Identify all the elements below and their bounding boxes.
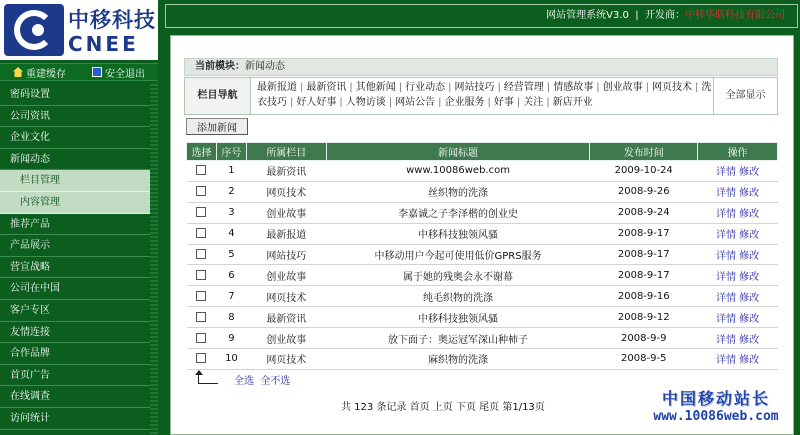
category-separator: |	[645, 82, 649, 93]
sidebar	[0, 0, 160, 435]
category-link[interactable]: 行业动态	[405, 82, 446, 93]
row-ops	[698, 328, 778, 349]
category-separator: |	[300, 82, 304, 93]
site-watermark	[641, 386, 791, 424]
sidebar-item[interactable]: 公司在中国	[0, 278, 150, 300]
select-none-link[interactable]: 全不选	[260, 376, 291, 387]
row-category: 网页技术	[246, 181, 326, 202]
col-ops: 操作	[698, 143, 778, 161]
row-category: 创业故事	[246, 202, 326, 223]
detail-link[interactable]: 详情	[715, 167, 736, 179]
category-link[interactable]: 好事	[493, 97, 514, 108]
category-separator: |	[695, 82, 699, 93]
row-date: 2008-9-12	[590, 307, 698, 328]
category-separator: |	[388, 97, 393, 108]
category-separator: |	[339, 97, 343, 108]
module-value: 新闻动态	[245, 61, 285, 72]
row-date: 2009-10-24	[590, 161, 698, 182]
row-select-cell	[187, 244, 217, 265]
table-row	[187, 223, 778, 244]
row-ops	[698, 161, 778, 182]
row-checkbox[interactable]	[196, 333, 206, 343]
detail-link[interactable]: 详情	[715, 230, 736, 242]
sidebar-item[interactable]: 友情连接	[0, 322, 150, 344]
sidebar-item[interactable]: 访问统计	[0, 408, 150, 430]
category-separator: |	[596, 82, 600, 93]
logo-text-en: CNEE	[68, 32, 139, 56]
category-link[interactable]: 好人好事	[296, 97, 337, 108]
row-number: 2	[216, 181, 246, 202]
row-select-cell	[187, 286, 217, 307]
row-select-cell	[187, 161, 217, 182]
edit-link[interactable]: 修改	[739, 251, 760, 262]
content-panel	[170, 35, 794, 435]
table-row	[187, 307, 778, 328]
edit-link[interactable]: 修改	[739, 167, 760, 179]
row-select-cell	[187, 307, 217, 328]
row-date: 2008-9-16	[590, 286, 698, 307]
sidebar-item[interactable]: 企业文化	[0, 127, 150, 149]
watermark-url: www.10086web.com	[653, 409, 779, 424]
sidebar-subitem[interactable]: 栏目管理	[0, 170, 150, 192]
row-select-cell	[187, 202, 217, 223]
detail-link[interactable]: 详情	[715, 292, 736, 304]
category-link[interactable]: 企业服务	[444, 97, 485, 108]
row-checkbox[interactable]	[196, 228, 206, 238]
row-category: 网页技术	[246, 349, 326, 370]
table-row	[187, 244, 778, 265]
sidebar-item[interactable]: 在线调查	[0, 386, 150, 408]
table-row	[187, 202, 778, 223]
exit-icon	[92, 67, 102, 77]
pagination[interactable]: 共 123 条记录 首页 上页 下页 尾页 第1/13页	[341, 402, 545, 413]
row-checkbox[interactable]	[196, 207, 206, 217]
col-date: 发布时间	[590, 143, 698, 161]
logo-mark-icon	[4, 4, 64, 56]
category-separator: |	[546, 97, 550, 108]
row-category: 网站技巧	[246, 244, 326, 265]
category-nav	[184, 77, 778, 115]
category-link[interactable]: 创业故事	[602, 82, 643, 93]
row-select-cell	[187, 349, 217, 370]
detail-link[interactable]: 详情	[715, 355, 736, 367]
sidebar-item[interactable]: 首页广告	[0, 365, 150, 387]
row-checkbox[interactable]	[196, 249, 206, 259]
row-number: 4	[216, 223, 246, 244]
row-select-cell	[187, 223, 217, 244]
category-link[interactable]: 网页技术	[652, 82, 692, 93]
row-date: 2008-9-17	[590, 244, 698, 265]
detail-link[interactable]: 详情	[715, 209, 736, 221]
sidebar-item[interactable]: 客户专区	[0, 300, 150, 322]
corner-up-arrow-icon	[198, 374, 218, 384]
row-category: 创业故事	[246, 265, 326, 286]
category-separator: |	[438, 97, 442, 108]
row-date: 2008-9-5	[590, 349, 698, 370]
edit-link[interactable]: 修改	[739, 313, 760, 325]
table-row	[187, 265, 778, 286]
category-link[interactable]: 其他新闻	[355, 82, 396, 93]
row-ops	[698, 349, 778, 370]
row-category: 最新资讯	[246, 161, 326, 182]
sidebar-item[interactable]: 新闻动态	[0, 149, 150, 171]
row-number: 1	[216, 161, 246, 182]
row-date: 2008-9-26	[590, 181, 698, 202]
table-row	[187, 161, 778, 182]
row-date: 2008-9-9	[590, 328, 698, 349]
category-separator: |	[290, 97, 294, 108]
category-link[interactable]: 网站技巧	[454, 82, 495, 93]
table-row	[187, 181, 778, 202]
sidebar-item[interactable]: 产品展示	[0, 235, 150, 257]
row-ops	[698, 223, 778, 244]
detail-link[interactable]: 详情	[715, 334, 736, 346]
edit-link[interactable]: 修改	[739, 230, 760, 242]
col-title: 新闻标题	[326, 143, 590, 161]
table-row	[187, 349, 778, 370]
sidebar-item[interactable]: 密码设置	[0, 84, 150, 106]
topbar-separator: |	[635, 10, 639, 21]
row-category: 网页技术	[246, 286, 326, 307]
row-checkbox[interactable]	[196, 312, 206, 322]
detail-link[interactable]: 详情	[715, 188, 736, 200]
row-ops	[698, 307, 778, 328]
developer-label: 开发商：	[645, 10, 685, 21]
row-category: 最新报道	[246, 223, 326, 244]
row-select-cell	[187, 181, 217, 202]
category-nav-label: 栏目导航	[185, 78, 251, 114]
module-label: 当前模块：	[195, 61, 245, 72]
sidebar-menu	[0, 84, 150, 430]
table-header-row	[187, 143, 778, 161]
top-info-bar	[165, 4, 798, 28]
sidebar-subitem[interactable]: 内容管理	[0, 192, 150, 214]
category-link[interactable]: 网站公告	[395, 97, 436, 108]
row-date: 2008-9-24	[590, 202, 698, 223]
sidebar-item[interactable]: 公司资讯	[0, 106, 150, 128]
category-link[interactable]: 洗衣技巧	[257, 82, 712, 108]
home-icon	[13, 67, 23, 77]
row-number: 8	[216, 307, 246, 328]
row-ops	[698, 181, 778, 202]
system-name: 网站管理系统V3.0	[546, 10, 629, 21]
developer-name: 中移华联科技有限公司	[685, 10, 785, 21]
row-title: 中移科技独领风骚	[326, 307, 590, 328]
row-select-cell	[187, 328, 217, 349]
edit-link[interactable]: 修改	[739, 271, 760, 283]
news-table	[186, 142, 778, 370]
category-separator: |	[497, 82, 501, 93]
row-ops	[698, 265, 778, 286]
logo	[0, 0, 158, 60]
select-all-link[interactable]: 全选	[234, 376, 254, 387]
detail-link[interactable]: 详情	[715, 251, 736, 262]
row-title: 放下面子：奥运冠军深山种柿子	[326, 328, 590, 349]
add-news-button[interactable]: 添加新闻	[186, 118, 248, 135]
row-title: 麻织物的洗涤	[326, 349, 590, 370]
main-area	[160, 0, 800, 435]
row-checkbox[interactable]	[196, 186, 206, 196]
row-checkbox[interactable]	[196, 353, 206, 363]
sidebar-scroll-handle[interactable]	[150, 84, 158, 435]
col-number: 序号	[216, 143, 246, 161]
row-category: 最新资讯	[246, 307, 326, 328]
edit-link[interactable]: 修改	[739, 209, 760, 221]
rebuild-cache-label: 重建缓存	[26, 68, 66, 80]
category-link[interactable]: 人物访谈	[345, 97, 386, 108]
category-separator: |	[448, 82, 452, 93]
row-number: 10	[216, 349, 246, 370]
edit-link[interactable]: 修改	[739, 188, 760, 200]
current-module-bar	[184, 58, 778, 76]
category-separator: |	[516, 97, 521, 108]
row-title: 李嘉诚之子李泽楷的创业史	[326, 202, 590, 223]
row-checkbox[interactable]	[196, 291, 206, 301]
row-title: 中移科技独领风骚	[326, 223, 590, 244]
detail-link[interactable]: 详情	[715, 271, 736, 283]
select-row	[198, 372, 498, 388]
row-ops	[698, 202, 778, 223]
row-number: 9	[216, 328, 246, 349]
show-all-link[interactable]: 全部显示	[713, 78, 777, 114]
table-row	[187, 328, 778, 349]
row-checkbox[interactable]	[196, 270, 206, 280]
row-number: 7	[216, 286, 246, 307]
category-link[interactable]: 经营管理	[503, 82, 544, 93]
category-separator: |	[487, 97, 491, 108]
row-ops	[698, 286, 778, 307]
row-date: 2008-9-17	[590, 265, 698, 286]
rebuild-cache-button[interactable]	[0, 64, 79, 80]
row-checkbox[interactable]	[196, 165, 206, 175]
col-category: 所属栏目	[246, 143, 326, 161]
category-separator: |	[398, 82, 403, 93]
table-row	[187, 286, 778, 307]
logo-text-cn: 中移科技	[68, 8, 156, 32]
row-title: 纯毛织物的洗涤	[326, 286, 590, 307]
category-link[interactable]: 最新资讯	[306, 82, 347, 93]
row-title: 属于她的残奥会永不谢幕	[326, 265, 590, 286]
row-title: www.10086web.com	[326, 161, 590, 182]
col-select: 选择	[187, 143, 217, 161]
row-date: 2008-9-17	[590, 223, 698, 244]
edit-link[interactable]: 修改	[739, 355, 760, 367]
sidebar-item[interactable]: 合作品牌	[0, 343, 150, 365]
category-link[interactable]: 关注	[523, 97, 544, 108]
row-category: 创业故事	[246, 328, 326, 349]
safe-exit-button[interactable]	[79, 64, 158, 80]
detail-link[interactable]: 详情	[715, 313, 736, 325]
category-separator: |	[349, 82, 353, 93]
category-link[interactable]: 情感故事	[553, 82, 594, 93]
row-select-cell	[187, 265, 217, 286]
row-title: 丝织物的洗涤	[326, 181, 590, 202]
row-title: 中移动用户今起可使用低价GPRS服务	[326, 244, 590, 265]
watermark-cn: 中国移动站长	[661, 389, 770, 408]
category-separator: |	[546, 82, 551, 93]
row-ops	[698, 244, 778, 265]
category-links	[257, 80, 717, 110]
sidebar-item[interactable]: 营宣战略	[0, 257, 150, 279]
sidebar-item[interactable]: 推荐产品	[0, 214, 150, 236]
category-link[interactable]: 最新报道	[257, 82, 297, 93]
row-number: 3	[216, 202, 246, 223]
safe-exit-label: 安全退出	[105, 68, 145, 80]
row-number: 5	[216, 244, 246, 265]
row-number: 6	[216, 265, 246, 286]
quick-actions	[0, 63, 158, 81]
category-link[interactable]: 新店开业	[552, 97, 593, 108]
edit-link[interactable]: 修改	[739, 334, 760, 346]
edit-link[interactable]: 修改	[739, 292, 760, 304]
